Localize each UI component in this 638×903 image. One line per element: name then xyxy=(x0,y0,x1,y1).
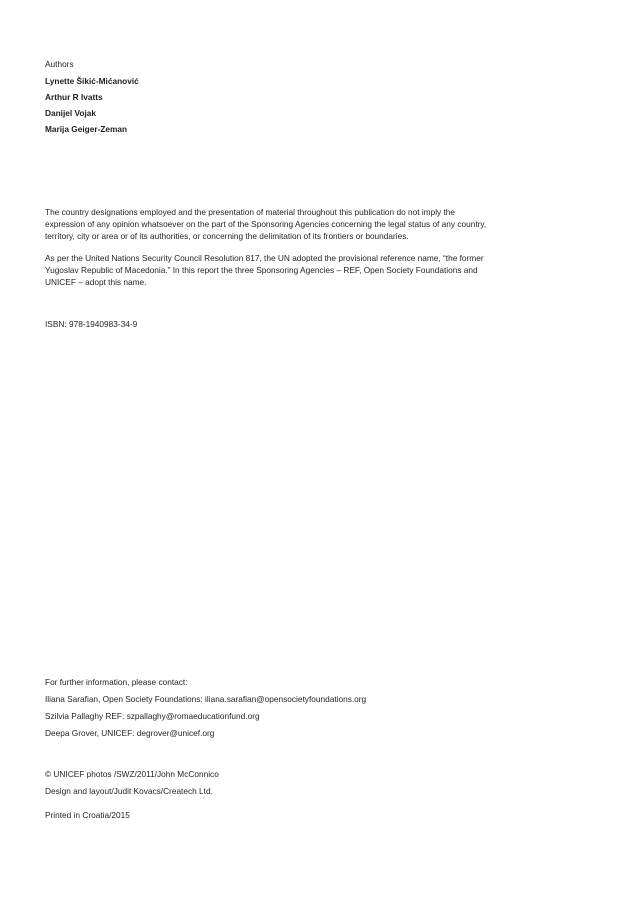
disclaimer-line: territory, city or area or of its authorities, or concerning the delimitation of its frontiers or boundaries. xyxy=(45,231,409,241)
contact-entry: Szilvia Pallaghy REF: szpallaghy@romaeducationfund.org xyxy=(45,711,260,721)
printed-text: Printed in Croatia/2015 xyxy=(45,810,130,820)
photo-credit: © UNICEF photos /SWZ/2011/John McConnico xyxy=(45,769,219,779)
resolution-line: Yugoslav Republic of Macedonia.” In this report the three Sponsoring Agencies – REF, Open Society Foundations and xyxy=(45,265,478,275)
printed-info xyxy=(45,809,600,821)
contact-entry: Deepa Grover, UNICEF: degrover@unicef.org xyxy=(45,728,215,738)
author-name: Lynette Šikić-Mićanović xyxy=(45,76,139,86)
resolution-line: As per the United Nations Security Council Resolution 817, the UN adopted the provisional reference name, “the former xyxy=(45,253,484,263)
isbn-text: ISBN: 978-1940983-34-9 xyxy=(45,319,138,329)
disclaimer-paragraph xyxy=(45,206,600,242)
resolution-line: UNICEF – adopt this name. xyxy=(45,277,147,287)
author-name: Danijel Vojak xyxy=(45,108,97,118)
author-name: Marija Geiger-Zeman xyxy=(45,124,128,134)
isbn xyxy=(45,318,600,330)
authors-label: Authors xyxy=(45,59,74,69)
author-name: Arthur R Ivatts xyxy=(45,92,103,102)
resolution-paragraph xyxy=(45,252,600,288)
authors-section xyxy=(45,58,600,137)
credits-section xyxy=(45,766,600,800)
design-credit: Design and layout/Judit Kovacs/Createch Ltd. xyxy=(45,786,213,796)
disclaimer-line: expression of any opinion whatsoever on the part of the Sponsoring Agencies concerning the legal status of any country, xyxy=(45,219,487,229)
contact-entry: Iliana Sarafian, Open Society Foundations: iliana.sarafian@opensocietyfoundations.org xyxy=(45,694,367,704)
contact-heading: For further information, please contact: xyxy=(45,677,188,687)
contact-section xyxy=(45,674,600,742)
disclaimer-line: The country designations employed and the presentation of material throughout this publication do not imply the xyxy=(45,207,456,217)
